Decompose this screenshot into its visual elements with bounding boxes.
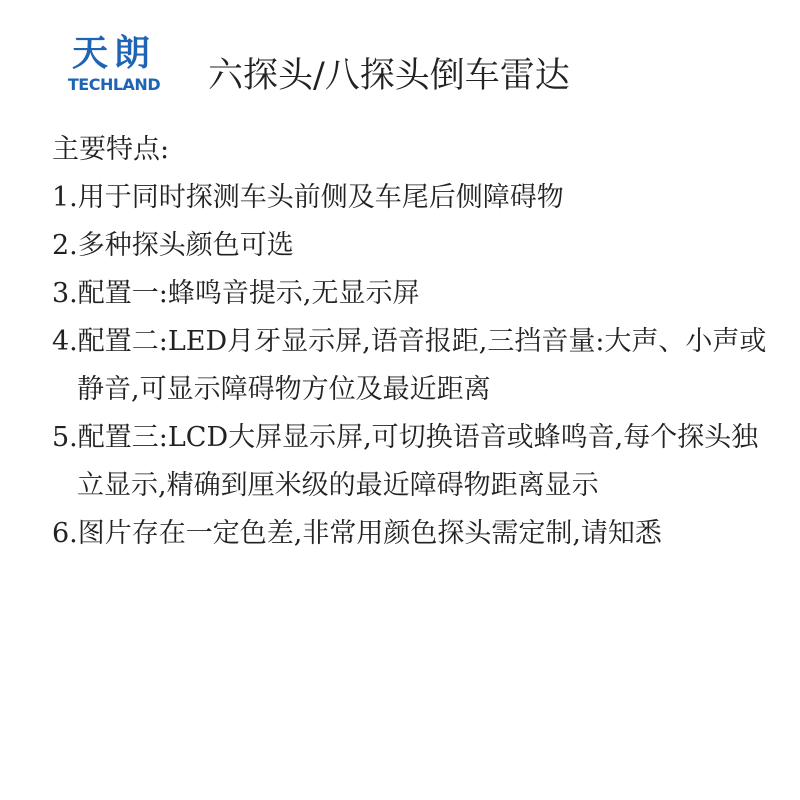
features-heading: 主要特点: <box>52 134 170 165</box>
feature-item-1 <box>52 174 772 222</box>
feature-text: 配置二:LED月牙显示屏,语音报距,三挡音量:大声、小声或静音,可显示障碍物方位及最近距离 <box>77 326 767 405</box>
feature-number: 3. <box>52 278 78 309</box>
feature-item-6 <box>52 510 772 558</box>
feature-number: 1. <box>52 182 78 213</box>
feature-text: 图片存在一定色差,非常用颜色探头需定制,请知悉 <box>77 518 662 549</box>
feature-item-4 <box>52 318 772 414</box>
feature-number: 2. <box>52 230 78 261</box>
feature-item-3 <box>52 270 772 318</box>
feature-number: 6. <box>52 518 78 549</box>
feature-item-2 <box>52 222 772 270</box>
logo-english-text: TECHLAND <box>67 75 161 94</box>
feature-number: 5. <box>52 422 78 453</box>
page-title: 六探头/八探头倒车雷达 <box>208 56 570 96</box>
feature-number: 4. <box>52 326 78 357</box>
logo-chinese-text: 天朗 <box>71 33 156 74</box>
features-section <box>52 126 772 558</box>
feature-text: 多种探头颜色可选 <box>77 230 294 261</box>
feature-text: 用于同时探测车头前侧及车尾后侧障碍物 <box>77 182 564 213</box>
feature-text: 配置三:LCD大屏显示屏,可切换语音或蜂鸣音,每个探头独立显示,精确到厘米级的最近障碍物距离显示 <box>77 422 759 501</box>
techland-logo <box>60 34 168 96</box>
feature-item-5 <box>52 414 772 510</box>
feature-text: 配置一:蜂鸣音提示,无显示屏 <box>77 278 420 309</box>
